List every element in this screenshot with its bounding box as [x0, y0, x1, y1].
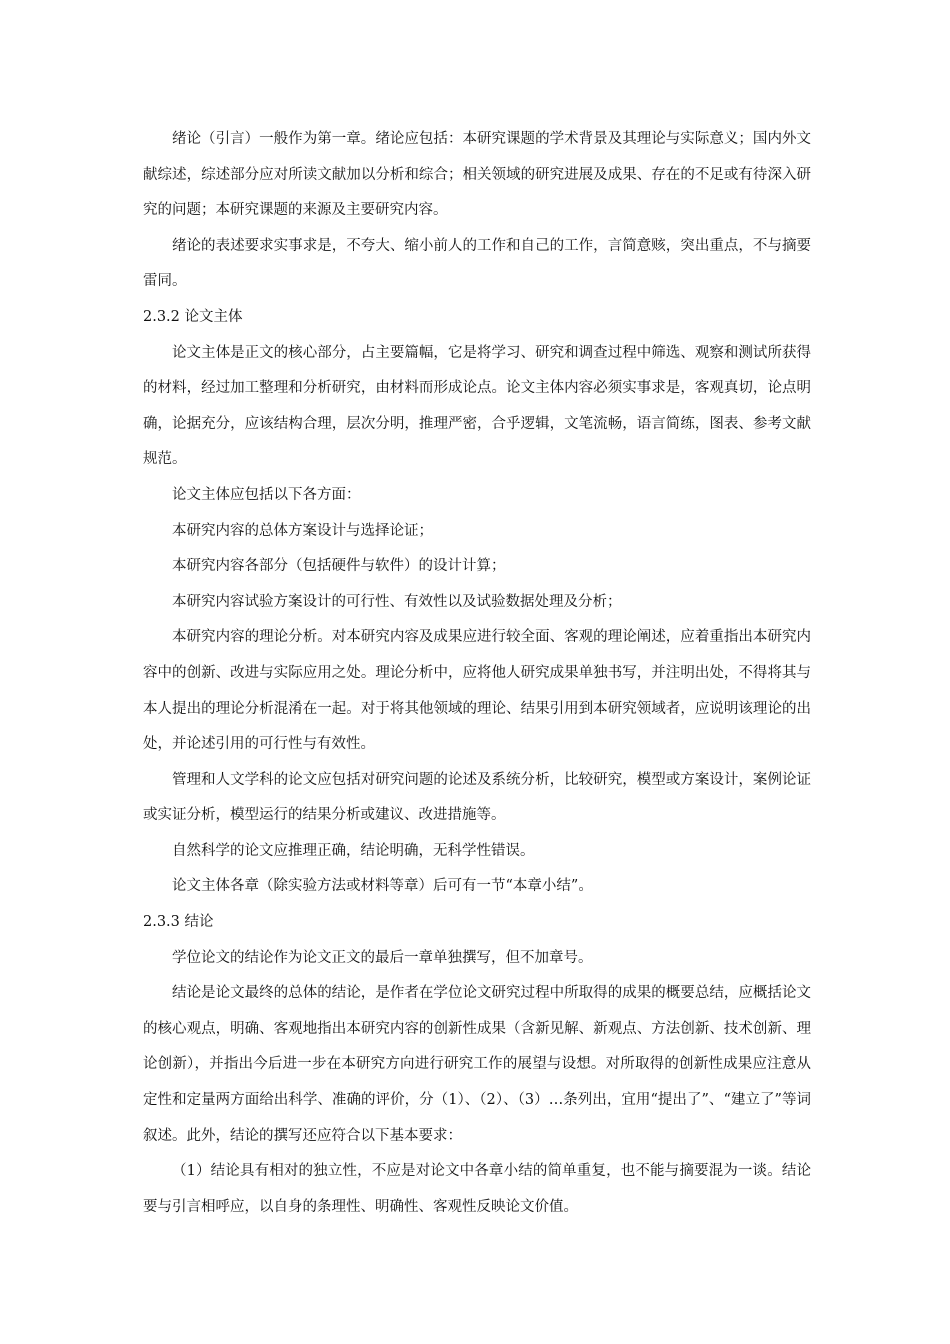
paragraph-main-body-includes: 论文主体应包括以下各方面： — [172, 486, 361, 503]
document-page — [143, 122, 811, 1225]
list-item-overall-design: 本研究内容的总体方案设计与选择论证； — [172, 522, 433, 539]
paragraph-natural-science: 自然科学的论文应推理正确，结论明确，无科学性错误。 — [172, 842, 535, 859]
section-heading-conclusion: 2.3.3 结论 — [143, 914, 214, 931]
paragraph-intro-requirements: 绪论的表述要求实事求是，不夸大、缩小前人的工作和自己的工作，言简意赅，突出重点，不与摘要雷同。 — [143, 237, 811, 290]
paragraph-conclusion-description: 结论是论文最终的总体的结论，是作者在学位论文研究过程中所取得的成果的概要总结，应概括论文的核心观点，明确、客观地指出本研究内容的创新性成果（含新见解、新观点、方法创新、技术创新、理论创新），并指出今后进一步在本研究方向进行研究工作的展望与设想。对所取得的创新性成果应注意从定性和定量两方面给出科学、准确的评价，分（1）、（2）、（3）…条列出，宜用“提出了”、“建立了”等词叙述。此外，结论的撰写还应符合以下基本要求： — [143, 985, 811, 1144]
paragraph-humanities: 管理和人文学科的论文应包括对研究问题的论述及系统分析，比较研究，模型或方案设计，案例论证或实证分析，模型运行的结果分析或建议、改进措施等。 — [143, 771, 811, 824]
paragraph-intro: 绪论（引言）一般作为第一章。绪论应包括：本研究课题的学术背景及其理论与实际意义；国内外文献综述，综述部分应对所读文献加以分析和综合；相关领域的研究进展及成果、存在的不足或有待深入研究的问题；本研究课题的来源及主要研究内容。 — [143, 131, 811, 219]
paragraph-chapter-summary: 论文主体各章（除实验方法或材料等章）后可有一节“本章小结”。 — [172, 878, 593, 895]
list-item-experiment-design: 本研究内容试验方案设计的可行性、有效性以及试验数据处理及分析； — [172, 593, 622, 610]
paragraph-main-body: 论文主体是正文的核心部分，占主要篇幅，它是将学习、研究和调查过程中筛选、观察和测试所获得的材料，经过加工整理和分析研究，由材料而形成论点。论文主体内容必须实事求是，客观真切，论点明确，论据充分，应该结构合理，层次分明，推理严密，合乎逻辑，文笔流畅，语言简练，图表、参考文献规范。 — [143, 344, 811, 468]
list-item-theoretical-analysis: 本研究内容的理论分析。对本研究内容及成果应进行较全面、客观的理论阐述，应着重指出本研究内容中的创新、改进与实际应用之处。理论分析中，应将他人研究成果单独书写，并注明出处，不得将其与本人提出的理论分析混淆在一起。对于将其他领域的理论、结果引用到本研究领域者，应说明该理论的出处，并论述引用的可行性与有效性。 — [143, 629, 811, 753]
list-item-design-calculation: 本研究内容各部分（包括硬件与软件）的设计计算； — [172, 558, 506, 575]
section-heading-main-body: 2.3.2 论文主体 — [143, 308, 243, 325]
paragraph-conclusion-requirement-1: （1）结论具有相对的独立性，不应是对论文中各章小结的简单重复，也不能与摘要混为一谈。结论要与引言相呼应，以自身的条理性、明确性、客观性反映论文价值。 — [143, 1163, 811, 1215]
paragraph-conclusion-chapter: 学位论文的结论作为论文正文的最后一章单独撰写，但不加章号。 — [172, 949, 593, 966]
